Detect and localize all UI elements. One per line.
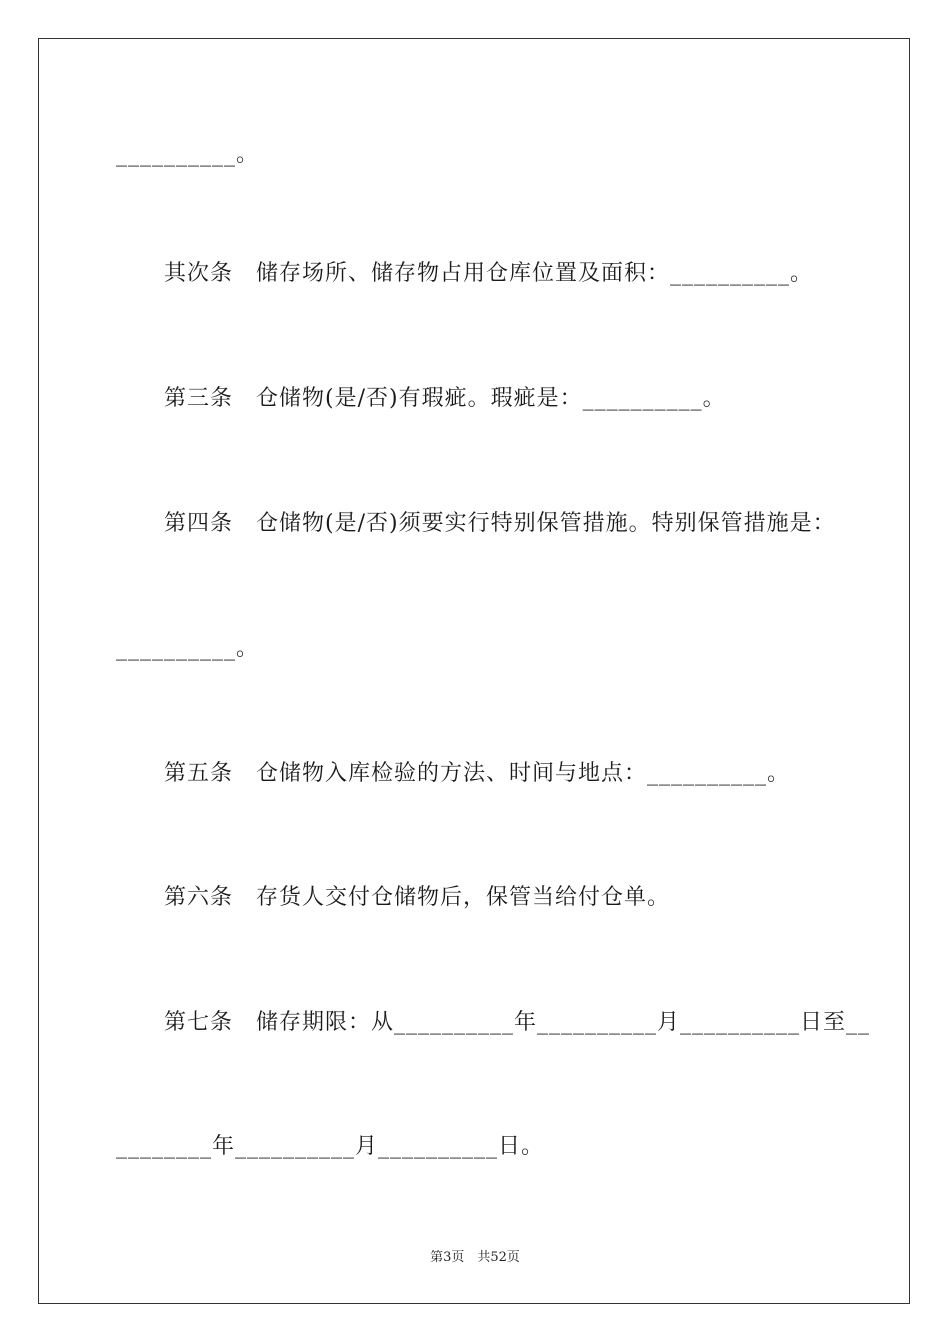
text-line-continuation-2: __________。 — [116, 636, 260, 661]
article-2-line: 其次条 储存场所、储存物占用仓库位置及面积：__________。 — [164, 261, 814, 286]
text-line-continuation-3: ________年__________月__________日。 — [116, 1134, 545, 1159]
article-3-line: 第三条 仓储物(是/否)有瑕疵。瑕疵是：__________。 — [164, 386, 726, 411]
article-6-line: 第六条 存货人交付仓储物后，保管当给付仓单。 — [164, 885, 671, 910]
text-line-continuation-1: __________。 — [116, 142, 260, 167]
article-7-line: 第七条 储存期限：从__________年__________月__________日至__ — [164, 1010, 871, 1035]
article-5-line: 第五条 仓储物入库检验的方法、时间与地点：__________。 — [164, 761, 791, 786]
article-4-line: 第四条 仓储物(是/否)须要实行特别保管措施。特别保管措施是： — [164, 511, 836, 536]
page-number-footer: 第3页 共52页 — [430, 1250, 520, 1265]
page-border — [38, 38, 910, 1304]
